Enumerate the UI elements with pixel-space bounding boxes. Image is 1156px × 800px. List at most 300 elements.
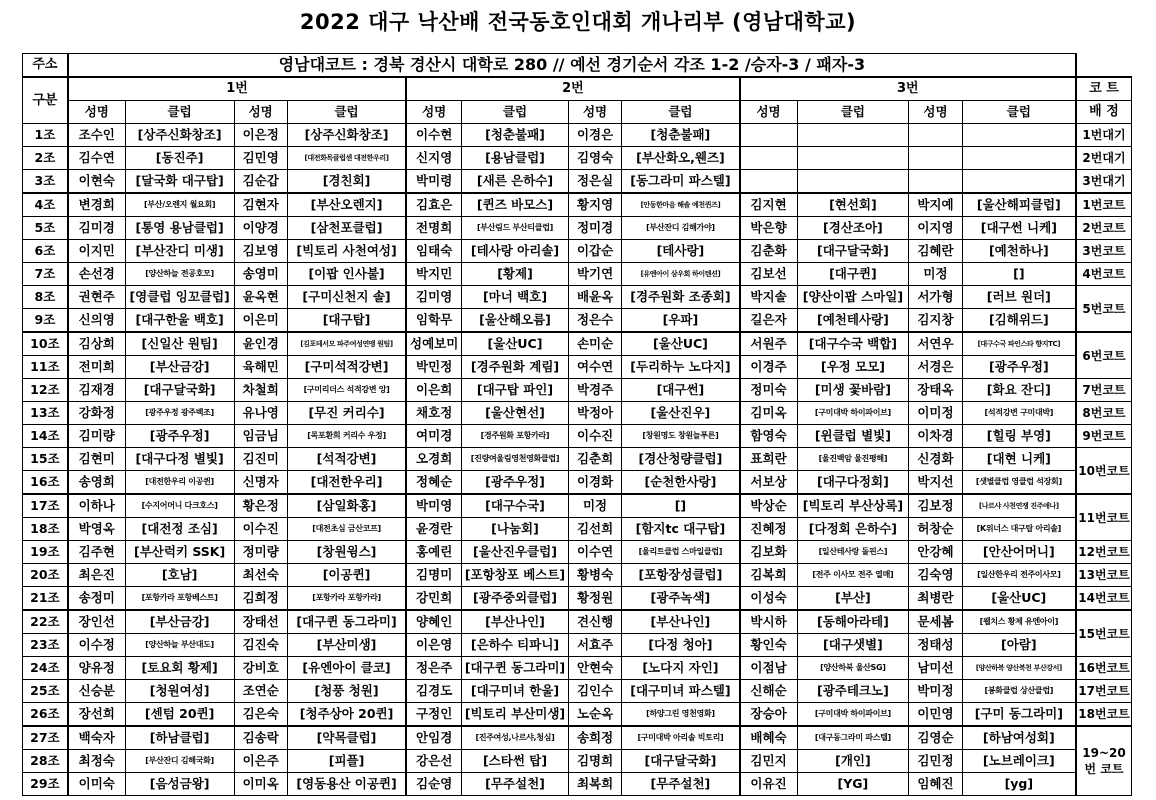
player-name: 정혜순 — [406, 471, 461, 495]
player-name: 전미희 — [68, 356, 125, 379]
player-club: [대전한우리] — [287, 471, 406, 495]
group-label: 23조 — [23, 634, 68, 657]
player-club: [우파] — [622, 309, 740, 333]
player-club: [황제] — [462, 263, 569, 286]
player-name: 최선숙 — [234, 564, 287, 587]
court-assignment: 8번코트 — [1076, 402, 1132, 425]
player-name: 박미령 — [406, 170, 461, 194]
player-club: [대전화목클럽센 대전한우리] — [287, 147, 406, 170]
court-header-bottom: 배 정 — [1076, 101, 1132, 124]
player-club: [은하수 티파니] — [462, 634, 569, 657]
table-row — [23, 610, 1132, 634]
table-row — [23, 147, 1132, 170]
group-label: 13조 — [23, 402, 68, 425]
player-name: 윤옥현 — [234, 286, 287, 309]
player-name: 신해순 — [740, 680, 797, 703]
player-club: [광주우정 광주백조] — [125, 402, 234, 425]
player-club: [부산나인] — [622, 610, 740, 634]
player-club: [울산진우클럽] — [462, 541, 569, 564]
player-club: [광주우정] — [462, 471, 569, 495]
player-name: 이수현 — [406, 124, 461, 147]
player-name: 신명자 — [234, 471, 287, 495]
slot-3-header: 3번 — [740, 77, 1076, 101]
player-club: [대구썬 니케] — [962, 217, 1076, 240]
player-club: [구미대박 아리솔 빅토리] — [622, 726, 740, 750]
player-club: [울산현선] — [462, 402, 569, 425]
group-label: 14조 — [23, 425, 68, 448]
player-name: 임혜진 — [909, 773, 962, 796]
player-name: 김숙영 — [909, 564, 962, 587]
player-club: [청풍 청원] — [287, 680, 406, 703]
table-row — [23, 448, 1132, 471]
player-club: [광주우정] — [125, 425, 234, 448]
player-club: [하남여성회] — [962, 726, 1076, 750]
player-name: 여수연 — [568, 356, 621, 379]
group-label: 24조 — [23, 657, 68, 680]
court-assignment: 16번코트 — [1076, 657, 1132, 680]
court-assignment: 18번코트 — [1076, 703, 1132, 727]
player-club: [울산UC] — [622, 332, 740, 356]
table-row — [23, 750, 1132, 773]
player-club: [새른 은하수] — [462, 170, 569, 194]
player-name: 안강혜 — [909, 541, 962, 564]
player-club: [개인] — [797, 750, 909, 773]
player-name: 김복희 — [740, 564, 797, 587]
player-club: [빅토리 사천여성] — [287, 240, 406, 263]
player-name: 윤인경 — [234, 332, 287, 356]
player-club: [창원윙스] — [287, 541, 406, 564]
player-name: 구정인 — [406, 703, 461, 727]
player-club: [대구퀸 동그라미] — [462, 657, 569, 680]
player-club: [일산테사랑 돌핀스] — [797, 541, 909, 564]
player-name: 정태성 — [909, 634, 962, 657]
player-club: [포항장성클럽] — [622, 564, 740, 587]
player-name: 장태옥 — [909, 379, 962, 402]
court-assignment: 3번코트 — [1076, 240, 1132, 263]
table-row — [23, 425, 1132, 448]
player-club: [대구달국화] — [622, 750, 740, 773]
player-club: [구미대박 하이파이브] — [797, 402, 909, 425]
player-club: [대현 니케] — [962, 448, 1076, 471]
group-label: 25조 — [23, 680, 68, 703]
player-club: [샛별클럽 영클럽 석장회] — [962, 471, 1076, 495]
player-club: [나르샤 사천연쟁 진주애나] — [962, 494, 1076, 518]
court-assignment: 5번코트 — [1076, 286, 1132, 333]
player-club — [797, 170, 909, 194]
player-name: 박지예 — [909, 193, 962, 217]
player-club: [양산하북 울산SG] — [797, 657, 909, 680]
schedule-table — [22, 53, 1132, 796]
player-name: 정미량 — [234, 541, 287, 564]
player-name: 홍예린 — [406, 541, 461, 564]
player-club: [순천한사랑] — [622, 471, 740, 495]
player-club: [대구달국화] — [125, 379, 234, 402]
player-club: [대구수국 백합] — [797, 332, 909, 356]
player-club: [신일산 원팀] — [125, 332, 234, 356]
player-name: 조수인 — [68, 124, 125, 147]
player-club: [부산잔디 김해국화] — [125, 750, 234, 773]
player-club: [부산나인] — [462, 610, 569, 634]
table-row — [23, 494, 1132, 518]
player-club: [봉화클럽 상산클럽] — [962, 680, 1076, 703]
player-name: 정은주 — [406, 657, 461, 680]
player-name: 김은숙 — [234, 703, 287, 727]
player-name: 서원주 — [740, 332, 797, 356]
player-name: 이경화 — [568, 471, 621, 495]
player-name: 김민지 — [740, 750, 797, 773]
player-club: [대구다정 별빛] — [125, 448, 234, 471]
player-club: [상주신화창조] — [287, 124, 406, 147]
player-name: 송영미 — [234, 263, 287, 286]
player-name: 손미순 — [568, 332, 621, 356]
player-club: [테사랑] — [622, 240, 740, 263]
venue-info: 영남대코트 : 경북 경산시 대학로 280 // 예선 경기순서 각조 1-2 /승자-3 / 패자-3 — [68, 54, 1076, 78]
player-club: [석적강변 구미대박] — [962, 402, 1076, 425]
player-name: 박상순 — [740, 494, 797, 518]
player-name: 조연순 — [234, 680, 287, 703]
player-club: [] — [622, 494, 740, 518]
player-club: [이공퀸] — [287, 564, 406, 587]
group-label: 12조 — [23, 379, 68, 402]
player-club: [영동용산 이공퀸] — [287, 773, 406, 796]
slot-1-header: 1번 — [68, 77, 406, 101]
group-label: 15조 — [23, 448, 68, 471]
player-name: 이경은 — [568, 124, 621, 147]
court-assignment: 4번코트 — [1076, 263, 1132, 286]
table-row — [23, 541, 1132, 564]
address-label: 주소 — [23, 54, 68, 78]
player-name: 신승분 — [68, 680, 125, 703]
player-club: [나눔회] — [462, 518, 569, 541]
player-name: 김인수 — [568, 680, 621, 703]
table-row — [23, 680, 1132, 703]
table-row — [23, 471, 1132, 495]
player-club: [일산한우리 전주이사모] — [962, 564, 1076, 587]
slot-2-header: 2번 — [406, 77, 739, 101]
player-club: [삼천포클럽] — [287, 217, 406, 240]
player-name: 김민정 — [909, 750, 962, 773]
player-club: [대구수국 파인스타 향지TC] — [962, 332, 1076, 356]
table-row — [23, 170, 1132, 194]
player-name: 김미영 — [406, 286, 461, 309]
player-name: 서효주 — [568, 634, 621, 657]
player-club: [대구수국] — [462, 494, 569, 518]
player-name: 이은희 — [406, 379, 461, 402]
player-name: 김순영 — [406, 773, 461, 796]
player-name: 진혜정 — [740, 518, 797, 541]
player-club: [피플] — [287, 750, 406, 773]
player-name — [909, 147, 962, 170]
player-club: [유엔아이 삼우회 하이텐션] — [622, 263, 740, 286]
table-row — [23, 587, 1132, 611]
player-club: [울진백암 울진평해] — [797, 448, 909, 471]
player-name: 문세봄 — [909, 610, 962, 634]
player-club: [아람] — [962, 634, 1076, 657]
col-name-header: 성명 — [909, 101, 962, 124]
player-name: 박경주 — [568, 379, 621, 402]
col-name-header: 성명 — [740, 101, 797, 124]
player-name — [909, 124, 962, 147]
player-name: 성예보미 — [406, 332, 461, 356]
player-name — [740, 170, 797, 194]
player-club: [함지tc 대구탑] — [622, 518, 740, 541]
player-club: [부산잔디 김해가야] — [622, 217, 740, 240]
player-name: 이미숙 — [68, 773, 125, 796]
player-name: 육해민 — [234, 356, 287, 379]
col-name-header: 성명 — [68, 101, 125, 124]
player-club: [광주녹색] — [622, 587, 740, 611]
player-name: 김순갑 — [234, 170, 287, 194]
player-name: 황지영 — [568, 193, 621, 217]
player-club: [광주우정] — [962, 356, 1076, 379]
player-club: [yg] — [962, 773, 1076, 796]
player-club: [하남클럽] — [125, 726, 234, 750]
court-assignment: 9번코트 — [1076, 425, 1132, 448]
player-club: [김포테서모 파주여성연맹 원팀] — [287, 332, 406, 356]
player-club: [화요 잔디] — [962, 379, 1076, 402]
player-name: 박미정 — [909, 680, 962, 703]
player-name: 서가형 — [909, 286, 962, 309]
table-row — [23, 240, 1132, 263]
player-club: [센텀 20퀸] — [125, 703, 234, 727]
player-club: [현선회] — [797, 193, 909, 217]
player-club: [삼일화홍] — [287, 494, 406, 518]
player-club — [962, 147, 1076, 170]
player-club: [동그라미 파스텔] — [622, 170, 740, 194]
player-name: 김춘희 — [568, 448, 621, 471]
player-name: 유나영 — [234, 402, 287, 425]
court-assignment: 2번코트 — [1076, 217, 1132, 240]
player-club: [윈클럽 별빛] — [797, 425, 909, 448]
player-club: [청춘불패] — [462, 124, 569, 147]
player-name: 이수진 — [234, 518, 287, 541]
player-name: 허창순 — [909, 518, 962, 541]
court-assignment: 12번코트 — [1076, 541, 1132, 564]
player-club: [빅토리 부산상록] — [797, 494, 909, 518]
player-club: [YG] — [797, 773, 909, 796]
player-name — [909, 170, 962, 194]
player-club: [대구탑] — [287, 309, 406, 333]
player-name: 송영희 — [68, 471, 125, 495]
col-club-header: 클럽 — [797, 101, 909, 124]
player-name: 정은실 — [568, 170, 621, 194]
player-club: [예천테사랑] — [797, 309, 909, 333]
player-name: 송희정 — [568, 726, 621, 750]
player-name: 김진미 — [234, 448, 287, 471]
player-name: 김보선 — [740, 263, 797, 286]
group-label: 7조 — [23, 263, 68, 286]
player-club: [구미대박 하이파이브] — [797, 703, 909, 727]
player-name: 김지현 — [740, 193, 797, 217]
player-club: [청춘불패] — [622, 124, 740, 147]
table-row — [23, 634, 1132, 657]
group-label: 28조 — [23, 750, 68, 773]
player-name: 박정아 — [568, 402, 621, 425]
player-club: [양산이팝 스마일] — [797, 286, 909, 309]
player-club: [동진주] — [125, 147, 234, 170]
player-name: 서보상 — [740, 471, 797, 495]
player-name: 김상희 — [68, 332, 125, 356]
player-club: [웹치스 황제 유엔아이] — [962, 610, 1076, 634]
court-assignment: 6번코트 — [1076, 332, 1132, 379]
player-name: 최복희 — [568, 773, 621, 796]
table-row — [23, 657, 1132, 680]
player-club: [다정회 은하수] — [797, 518, 909, 541]
court-assignment: 17번코트 — [1076, 680, 1132, 703]
player-name: 김보정 — [909, 494, 962, 518]
player-club: [호남] — [125, 564, 234, 587]
player-club: [양산하늘 부산대도] — [125, 634, 234, 657]
player-name: 임태숙 — [406, 240, 461, 263]
player-name: 임학무 — [406, 309, 461, 333]
player-club: [대구미녀 파스텔] — [622, 680, 740, 703]
player-name: 박민정 — [406, 356, 461, 379]
player-name — [740, 124, 797, 147]
player-name: 최정숙 — [68, 750, 125, 773]
table-row — [23, 332, 1132, 356]
player-club: [유엔아이 클코] — [287, 657, 406, 680]
group-label: 19조 — [23, 541, 68, 564]
player-name: 김희정 — [234, 587, 287, 611]
player-name: 이수연 — [568, 541, 621, 564]
table-row — [23, 286, 1132, 309]
player-name: 함영숙 — [740, 425, 797, 448]
player-name: 이현숙 — [68, 170, 125, 194]
player-club: [대구달국화] — [797, 240, 909, 263]
court-assignment: 2번대기 — [1076, 147, 1132, 170]
col-name-header: 성명 — [234, 101, 287, 124]
player-club: [양산하북 양산북천 부산강서] — [962, 657, 1076, 680]
player-name: 차철희 — [234, 379, 287, 402]
player-club: [테사랑 아리솔] — [462, 240, 569, 263]
player-name: 김수연 — [68, 147, 125, 170]
player-name: 안현숙 — [568, 657, 621, 680]
player-name: 강은선 — [406, 750, 461, 773]
player-club: [마너 백호] — [462, 286, 569, 309]
player-name: 이지영 — [909, 217, 962, 240]
player-club: [힐링 부영] — [962, 425, 1076, 448]
player-club: [부산화오,웬즈] — [622, 147, 740, 170]
player-club: [진량여울림영천영화클럽] — [462, 448, 569, 471]
group-label: 11조 — [23, 356, 68, 379]
player-club: [수지어머니 다크호스] — [125, 494, 234, 518]
col-name-header: 성명 — [568, 101, 621, 124]
player-name: 서경은 — [909, 356, 962, 379]
player-name: 이수진 — [568, 425, 621, 448]
player-name: 김지창 — [909, 309, 962, 333]
player-club: [대전초심 금산코프] — [287, 518, 406, 541]
player-name: 황정원 — [568, 587, 621, 611]
table-row — [23, 309, 1132, 333]
group-label: 1조 — [23, 124, 68, 147]
player-name: 김보영 — [234, 240, 287, 263]
player-club: [부산금강] — [125, 610, 234, 634]
player-name: 이민영 — [909, 703, 962, 727]
player-name: 박시하 — [740, 610, 797, 634]
player-name: 견신행 — [568, 610, 621, 634]
table-row — [23, 193, 1132, 217]
group-label: 8조 — [23, 286, 68, 309]
player-club — [797, 124, 909, 147]
player-club: [포항창포 베스트] — [462, 564, 569, 587]
player-name: 이은미 — [234, 309, 287, 333]
player-club: [우정 모모] — [797, 356, 909, 379]
group-label: 10조 — [23, 332, 68, 356]
schedule-body — [23, 124, 1132, 796]
player-name: 신지영 — [406, 147, 461, 170]
player-club: [대전한우리 이공퀸] — [125, 471, 234, 495]
player-club: [광주테크노] — [797, 680, 909, 703]
player-name: 윤경란 — [406, 518, 461, 541]
player-name — [740, 147, 797, 170]
court-assignment: 14번코트 — [1076, 587, 1132, 611]
player-club: [울산UC] — [462, 332, 569, 356]
player-name: 임금님 — [234, 425, 287, 448]
player-club: [구미신천지 솔] — [287, 286, 406, 309]
player-club: [구미리더스 석적강변 앙] — [287, 379, 406, 402]
player-name: 남미선 — [909, 657, 962, 680]
group-label: 17조 — [23, 494, 68, 518]
player-club: [용남클럽] — [462, 147, 569, 170]
court-assignment: 10번코트 — [1076, 448, 1132, 495]
court-assignment: 11번코트 — [1076, 494, 1132, 541]
player-club — [962, 170, 1076, 194]
court-assignment: 3번대기 — [1076, 170, 1132, 194]
group-label: 6조 — [23, 240, 68, 263]
player-club: [빅토리 부산미생] — [462, 703, 569, 727]
player-name: 황은정 — [234, 494, 287, 518]
player-club: [대구한울 백호] — [125, 309, 234, 333]
player-name: 박지솔 — [740, 286, 797, 309]
player-name: 김경도 — [406, 680, 461, 703]
group-header: 구분 — [23, 77, 68, 124]
player-name: 미정 — [568, 494, 621, 518]
player-club: [부산미생] — [287, 634, 406, 657]
player-club: [대구퀸 동그라미] — [287, 610, 406, 634]
group-label: 5조 — [23, 217, 68, 240]
player-name: 김민영 — [234, 147, 287, 170]
player-name: 배윤옥 — [568, 286, 621, 309]
player-name: 채호정 — [406, 402, 461, 425]
table-row — [23, 217, 1132, 240]
player-club: [석적강변] — [287, 448, 406, 471]
table-row — [23, 564, 1132, 587]
player-name: 김명희 — [568, 750, 621, 773]
col-club-header: 클럽 — [125, 101, 234, 124]
player-club: [포항카라 포항베스트] — [125, 587, 234, 611]
player-club: [울산UC] — [962, 587, 1076, 611]
player-club: [대구샛별] — [797, 634, 909, 657]
group-label: 9조 — [23, 309, 68, 333]
player-club: [노다지 자인] — [622, 657, 740, 680]
player-club: [울산진우] — [622, 402, 740, 425]
player-club: [하양그린 영천영화] — [622, 703, 740, 727]
player-club: [부산] — [797, 587, 909, 611]
table-row — [23, 124, 1132, 147]
player-name: 신의영 — [68, 309, 125, 333]
player-club: [예천하나] — [962, 240, 1076, 263]
player-club: [노브레이크] — [962, 750, 1076, 773]
player-name: 강화정 — [68, 402, 125, 425]
player-club: [부산잔디 미생] — [125, 240, 234, 263]
player-name: 변경희 — [68, 193, 125, 217]
player-club: [안동한마음 해솔 예천퀸즈] — [622, 193, 740, 217]
player-name: 최병란 — [909, 587, 962, 611]
player-club: [동해아라테] — [797, 610, 909, 634]
player-club: [] — [962, 263, 1076, 286]
court-assignment: 7번코트 — [1076, 379, 1132, 402]
player-name: 이미옥 — [234, 773, 287, 796]
